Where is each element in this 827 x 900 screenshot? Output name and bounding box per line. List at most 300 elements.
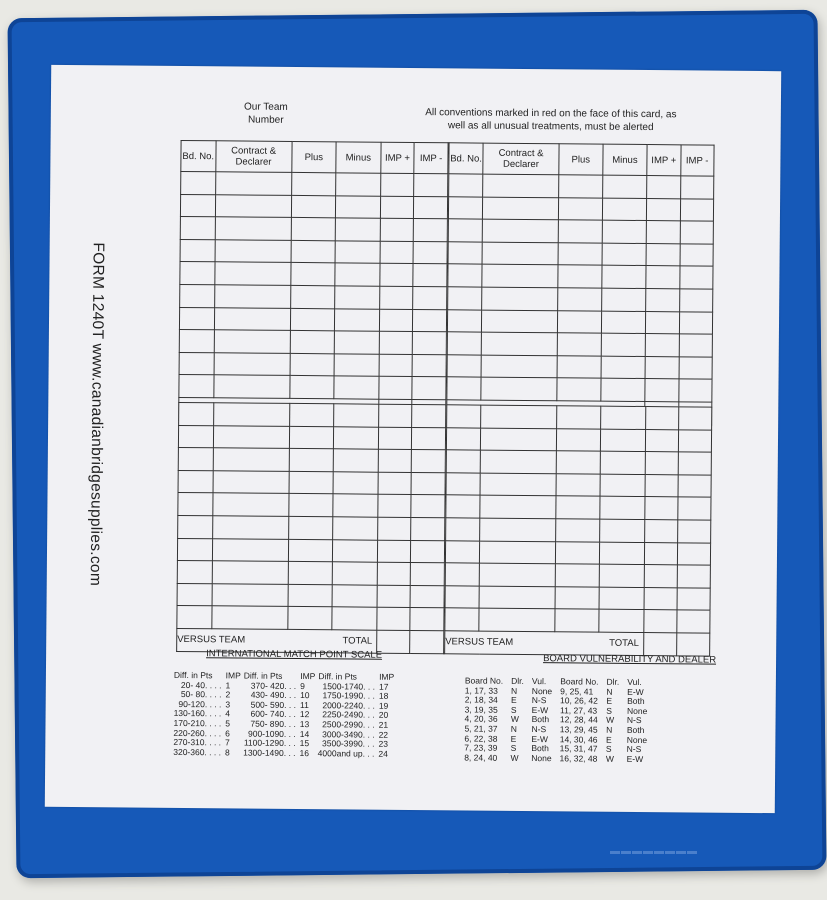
score-cell[interactable] <box>481 405 557 428</box>
imp-scale-cell: 500- 590. . . <box>250 699 297 710</box>
score-cell[interactable] <box>645 429 678 452</box>
score-cell[interactable] <box>178 425 213 448</box>
score-cell[interactable] <box>602 266 647 289</box>
score-cell[interactable] <box>335 241 380 264</box>
score-cell[interactable] <box>556 474 600 497</box>
score-cell[interactable] <box>482 287 558 310</box>
score-cell[interactable] <box>446 518 481 541</box>
score-cell[interactable] <box>481 428 557 451</box>
score-cell[interactable] <box>644 610 677 633</box>
vulnerability-header: Vul. <box>531 676 547 687</box>
score-cell[interactable] <box>289 449 334 472</box>
imp-scale-cell: 3500-3990. . . <box>321 738 375 749</box>
score-cell[interactable] <box>482 332 558 355</box>
score-cell[interactable] <box>412 404 446 427</box>
score-cell[interactable] <box>645 452 678 475</box>
score-cell[interactable] <box>483 174 559 197</box>
score-cell[interactable] <box>601 356 646 379</box>
score-row <box>179 402 446 427</box>
score-cell[interactable] <box>290 331 335 354</box>
score-cell[interactable] <box>646 311 680 334</box>
score-cell[interactable] <box>380 173 414 196</box>
score-cell[interactable] <box>180 217 215 240</box>
score-cell[interactable] <box>291 263 336 286</box>
column-header: IMP + <box>647 145 681 176</box>
score-cell[interactable] <box>333 472 378 495</box>
score-cell[interactable] <box>558 175 602 198</box>
vulnerability-title: BOARD VULNERABILITY AND DEALER <box>543 653 717 666</box>
score-cell[interactable] <box>377 585 411 608</box>
score-cell[interactable] <box>599 587 643 610</box>
score-cell[interactable] <box>600 564 644 587</box>
score-cell[interactable] <box>447 355 481 378</box>
score-cell[interactable] <box>479 608 555 631</box>
score-cell[interactable] <box>448 242 482 265</box>
score-cell[interactable] <box>177 606 212 629</box>
score-cell[interactable] <box>378 517 412 540</box>
score-cell[interactable] <box>412 427 446 450</box>
score-cell[interactable] <box>179 375 214 398</box>
score-cell[interactable] <box>379 286 413 309</box>
score-cell[interactable] <box>179 352 214 375</box>
score-cell[interactable] <box>677 542 710 565</box>
score-cell[interactable] <box>482 310 558 333</box>
imp-scale-cell: 10 <box>300 690 310 701</box>
score-cell[interactable] <box>445 563 480 586</box>
score-cell[interactable] <box>557 310 601 333</box>
imp-scale-cell: 6 <box>225 727 230 738</box>
vulnerability-cell: W <box>605 753 614 764</box>
score-cell[interactable] <box>410 608 444 631</box>
vulnerability-row <box>460 753 651 764</box>
score-cell[interactable] <box>288 516 333 539</box>
imp-scale-cell: 2 <box>225 689 231 700</box>
score-cell[interactable] <box>377 562 411 585</box>
score-cell[interactable] <box>556 541 600 564</box>
score-cell[interactable] <box>557 406 601 429</box>
score-cell[interactable] <box>480 473 556 496</box>
score-cell[interactable] <box>378 449 412 472</box>
score-cell[interactable] <box>556 496 600 519</box>
score-cell[interactable] <box>446 427 481 450</box>
vulnerability-table <box>460 676 651 764</box>
score-cell[interactable] <box>601 333 646 356</box>
score-cell[interactable] <box>290 376 335 399</box>
vulnerability-cell: 12, 28, 44 <box>559 714 598 725</box>
score-row <box>178 515 445 540</box>
score-cell[interactable] <box>212 584 288 607</box>
imp-scale-cell: 130-160. . . . <box>173 708 222 719</box>
score-cell[interactable] <box>555 586 599 609</box>
score-cell[interactable] <box>481 377 557 400</box>
score-cell[interactable] <box>180 194 215 217</box>
score-cell[interactable] <box>557 333 601 356</box>
score-cell[interactable] <box>336 195 381 218</box>
score-cell[interactable] <box>335 263 380 286</box>
score-cell[interactable] <box>334 449 379 472</box>
score-cell[interactable] <box>645 334 679 357</box>
score-cell[interactable] <box>680 176 714 199</box>
score-cell[interactable] <box>481 355 557 378</box>
score-cell[interactable] <box>413 332 447 355</box>
score-cell[interactable] <box>333 517 378 540</box>
score-cell[interactable] <box>601 288 646 311</box>
vulnerability-cell: E-W <box>531 733 548 744</box>
score-cell[interactable] <box>558 197 602 220</box>
score-cell[interactable] <box>481 450 557 473</box>
score-cell[interactable] <box>414 196 448 219</box>
vulnerability-header: Dlr. <box>511 675 524 686</box>
score-cell[interactable] <box>214 353 290 376</box>
score-cell[interactable] <box>480 563 556 586</box>
score-cell[interactable] <box>288 562 333 585</box>
score-cell[interactable] <box>211 606 287 629</box>
score-cell[interactable] <box>644 542 677 565</box>
score-cell[interactable] <box>448 264 482 287</box>
score-cell[interactable] <box>181 171 216 194</box>
score-cell[interactable] <box>602 243 647 266</box>
score-cell[interactable] <box>379 309 413 332</box>
score-cell[interactable] <box>180 262 215 285</box>
score-cell[interactable] <box>601 451 645 474</box>
score-cell[interactable] <box>335 308 380 331</box>
score-cell[interactable] <box>646 288 680 311</box>
score-cell[interactable] <box>644 587 677 610</box>
score-cell[interactable] <box>379 354 413 377</box>
score-cell[interactable] <box>411 472 445 495</box>
score-cell[interactable] <box>483 197 559 220</box>
score-cell[interactable] <box>644 565 677 588</box>
score-cell[interactable] <box>332 607 377 630</box>
score-cell[interactable] <box>601 311 646 334</box>
score-cell[interactable] <box>480 541 556 564</box>
vulnerability-cell: E <box>510 695 517 706</box>
score-row <box>445 608 710 633</box>
score-cell[interactable] <box>601 378 646 401</box>
score-cell[interactable] <box>289 471 334 494</box>
score-cell[interactable] <box>379 404 413 427</box>
score-cell[interactable] <box>646 221 680 244</box>
score-cell[interactable] <box>179 307 214 330</box>
score-cell[interactable] <box>645 356 679 379</box>
score-cell[interactable] <box>413 286 447 309</box>
score-cell[interactable] <box>645 407 678 430</box>
score-cell[interactable] <box>677 588 710 611</box>
score-cell[interactable] <box>447 309 481 332</box>
score-cell[interactable] <box>178 515 213 538</box>
score-cell[interactable] <box>289 403 334 426</box>
vulnerability-cell: 16, 32, 48 <box>559 753 598 764</box>
score-cell[interactable] <box>480 518 556 541</box>
score-cell[interactable] <box>558 220 602 243</box>
score-cell[interactable] <box>334 331 379 354</box>
score-cell[interactable] <box>678 407 711 430</box>
imp-scale-cell: 2500-2990. . . <box>322 719 375 730</box>
score-cell[interactable] <box>411 495 445 518</box>
score-cell[interactable] <box>413 309 447 332</box>
score-cell[interactable] <box>411 540 445 563</box>
score-cell[interactable] <box>214 262 290 285</box>
score-row <box>445 586 710 611</box>
score-cell[interactable] <box>680 221 714 244</box>
score-cell[interactable] <box>378 427 412 450</box>
score-cell[interactable] <box>600 474 644 497</box>
score-cell[interactable] <box>679 357 713 380</box>
score-cell[interactable] <box>214 330 290 353</box>
score-cell[interactable] <box>333 539 378 562</box>
score-cell[interactable] <box>411 563 445 586</box>
score-cell[interactable] <box>479 586 555 609</box>
score-cell[interactable] <box>555 564 599 587</box>
score-cell[interactable] <box>289 494 334 517</box>
score-cell[interactable] <box>215 217 291 240</box>
score-cell[interactable] <box>380 241 414 264</box>
score-cell[interactable] <box>680 244 714 267</box>
score-row <box>447 405 712 430</box>
score-cell[interactable] <box>213 403 289 426</box>
score-cell[interactable] <box>178 470 213 493</box>
score-cell[interactable] <box>212 538 288 561</box>
score-cell[interactable] <box>679 289 713 312</box>
score-cell[interactable] <box>215 194 291 217</box>
score-cell[interactable] <box>178 448 213 471</box>
score-cell[interactable] <box>445 586 480 609</box>
score-cell[interactable] <box>291 172 336 195</box>
imp-scale-header: IMP <box>225 670 241 681</box>
score-cell[interactable] <box>446 473 481 496</box>
score-cell[interactable] <box>213 448 289 471</box>
score-cell[interactable] <box>448 219 482 242</box>
score-cell[interactable] <box>602 220 647 243</box>
score-cell[interactable] <box>333 562 378 585</box>
score-cell[interactable] <box>215 172 291 195</box>
score-cell[interactable] <box>177 561 212 584</box>
score-cell[interactable] <box>678 497 711 520</box>
score-cell[interactable] <box>600 542 644 565</box>
score-cell[interactable] <box>213 375 289 398</box>
score-cell[interactable] <box>378 495 412 518</box>
column-header: Plus <box>291 141 336 172</box>
score-cell[interactable] <box>678 452 711 475</box>
score-cell[interactable] <box>447 332 481 355</box>
score-cell[interactable] <box>332 585 377 608</box>
score-cell[interactable] <box>212 561 288 584</box>
score-cell[interactable] <box>679 311 713 334</box>
score-cell[interactable] <box>678 379 712 402</box>
total-cell[interactable] <box>643 632 676 655</box>
score-cell[interactable] <box>557 288 601 311</box>
score-row <box>447 377 712 402</box>
score-row <box>177 538 444 563</box>
imp-scale-header: IMP <box>300 671 316 682</box>
score-cell[interactable] <box>335 286 380 309</box>
score-cell[interactable] <box>377 608 411 631</box>
column-header: Minus <box>336 142 381 173</box>
score-cell[interactable] <box>380 264 414 287</box>
score-cell[interactable] <box>212 516 288 539</box>
score-row <box>447 309 712 334</box>
score-cell[interactable] <box>645 474 678 497</box>
versus-team-label: VERSUS TEAM <box>177 628 288 652</box>
score-cell[interactable] <box>557 428 601 451</box>
score-cell[interactable] <box>678 475 711 498</box>
score-cell[interactable] <box>448 287 482 310</box>
score-row <box>448 242 713 267</box>
score-cell[interactable] <box>446 495 481 518</box>
score-cell[interactable] <box>558 243 602 266</box>
score-cell[interactable] <box>558 265 602 288</box>
score-cell[interactable] <box>600 497 644 520</box>
score-cell[interactable] <box>334 354 379 377</box>
score-cell[interactable] <box>288 584 333 607</box>
score-cell[interactable] <box>179 402 214 425</box>
imp-scale-cell: 15 <box>299 738 310 749</box>
score-cell[interactable] <box>413 241 447 264</box>
imp-scale-cell: 7 <box>225 737 230 748</box>
score-cell[interactable] <box>213 425 289 448</box>
imp-scale-cell: 12 <box>299 709 310 720</box>
score-cell[interactable] <box>445 540 480 563</box>
score-cell[interactable] <box>599 609 643 632</box>
score-cell[interactable] <box>291 195 336 218</box>
vulnerability-cell: W <box>606 715 615 726</box>
score-cell[interactable] <box>557 378 601 401</box>
score-cell[interactable] <box>679 266 713 289</box>
score-cell[interactable] <box>448 196 482 219</box>
imp-scale-cell: 1300-1490. . . <box>243 747 296 758</box>
score-cell[interactable] <box>411 517 445 540</box>
score-cell[interactable] <box>446 450 481 473</box>
score-cell[interactable] <box>291 240 336 263</box>
score-cell[interactable] <box>380 196 414 219</box>
score-cell[interactable] <box>680 198 714 221</box>
score-cell[interactable] <box>601 406 645 429</box>
score-cell[interactable] <box>447 405 482 428</box>
score-cell[interactable] <box>177 583 212 606</box>
score-cell[interactable] <box>334 426 379 449</box>
score-cell[interactable] <box>177 538 212 561</box>
score-cell[interactable] <box>602 198 647 221</box>
score-cell[interactable] <box>336 173 381 196</box>
score-cell[interactable] <box>646 243 680 266</box>
score-cell[interactable] <box>480 495 556 518</box>
score-cell[interactable] <box>379 377 413 400</box>
score-cell[interactable] <box>290 285 335 308</box>
score-cell[interactable] <box>288 607 333 630</box>
versus-total-row <box>445 631 710 656</box>
score-cell[interactable] <box>178 493 213 516</box>
score-cell[interactable] <box>414 219 448 242</box>
score-cell[interactable] <box>214 307 290 330</box>
vulnerability-cell: S <box>510 704 517 715</box>
score-row <box>177 561 444 586</box>
score-cell[interactable] <box>334 376 379 399</box>
score-row <box>178 470 445 495</box>
score-cell[interactable] <box>378 472 412 495</box>
score-cell[interactable] <box>677 565 710 588</box>
score-cell[interactable] <box>215 240 291 263</box>
score-cell[interactable] <box>212 493 288 516</box>
score-cell[interactable] <box>601 429 645 452</box>
score-cell[interactable] <box>556 519 600 542</box>
vulnerability-cell: S <box>605 743 612 754</box>
score-cell[interactable] <box>445 608 480 631</box>
score-cell[interactable] <box>414 173 448 196</box>
score-cell[interactable] <box>646 266 680 289</box>
score-cell[interactable] <box>557 356 601 379</box>
score-cell[interactable] <box>482 264 558 287</box>
total-label: TOTAL <box>287 629 376 652</box>
imp-scale-header: Diff. in Pts <box>173 669 213 681</box>
score-cell[interactable] <box>645 379 679 402</box>
score-cell[interactable] <box>213 471 289 494</box>
total-cell[interactable] <box>676 633 709 656</box>
vulnerability-cell: N-S <box>531 695 547 706</box>
score-cell[interactable] <box>677 610 710 633</box>
score-cell[interactable] <box>677 520 710 543</box>
score-cell[interactable] <box>644 519 677 542</box>
score-cell[interactable] <box>644 497 677 520</box>
vulnerability-cell: Both <box>626 724 645 735</box>
score-cell[interactable] <box>647 176 681 199</box>
imp-scale-cell: 170-210. . . . <box>173 717 222 729</box>
score-cell[interactable] <box>333 494 378 517</box>
score-cell[interactable] <box>412 377 446 400</box>
score-cell[interactable] <box>290 353 335 376</box>
score-cell[interactable] <box>412 354 446 377</box>
score-row <box>446 518 711 543</box>
score-cell[interactable] <box>214 285 290 308</box>
total-cell[interactable] <box>410 630 444 653</box>
score-cell[interactable] <box>556 451 600 474</box>
score-cell[interactable] <box>555 609 599 632</box>
score-cell[interactable] <box>335 218 380 241</box>
score-cell[interactable] <box>180 239 215 262</box>
score-cell[interactable] <box>290 308 335 331</box>
score-cell[interactable] <box>291 218 336 241</box>
score-cell[interactable] <box>413 264 447 287</box>
vulnerability-cell: Both <box>627 696 645 707</box>
imp-scale-cell: 17 <box>378 681 389 692</box>
column-header: Minus <box>603 144 648 175</box>
score-cell[interactable] <box>600 519 644 542</box>
score-grid-bottom-left <box>176 402 446 654</box>
score-cell[interactable] <box>412 450 446 473</box>
holder-embossed-mark: ▬▬▬▬▬▬▬▬ <box>610 846 698 857</box>
score-cell[interactable] <box>379 331 413 354</box>
score-cell[interactable] <box>410 585 444 608</box>
vulnerability-cell: None <box>531 685 553 696</box>
score-cell[interactable] <box>380 218 414 241</box>
score-cell[interactable] <box>288 539 333 562</box>
score-cell[interactable] <box>449 174 483 197</box>
score-cell[interactable] <box>289 426 334 449</box>
score-cell[interactable] <box>334 404 379 427</box>
score-cell[interactable] <box>180 284 215 307</box>
score-cell[interactable] <box>179 330 214 353</box>
score-row <box>446 450 711 475</box>
score-cell[interactable] <box>447 377 481 400</box>
score-cell[interactable] <box>679 334 713 357</box>
score-cell[interactable] <box>483 219 559 242</box>
score-cell[interactable] <box>602 175 647 198</box>
score-cell[interactable] <box>647 198 681 221</box>
imp-scale-cell: 23 <box>378 738 389 749</box>
alert-notice <box>381 106 721 135</box>
score-cell[interactable] <box>678 429 711 452</box>
score-cell[interactable] <box>482 242 558 265</box>
score-cell[interactable] <box>377 540 411 563</box>
